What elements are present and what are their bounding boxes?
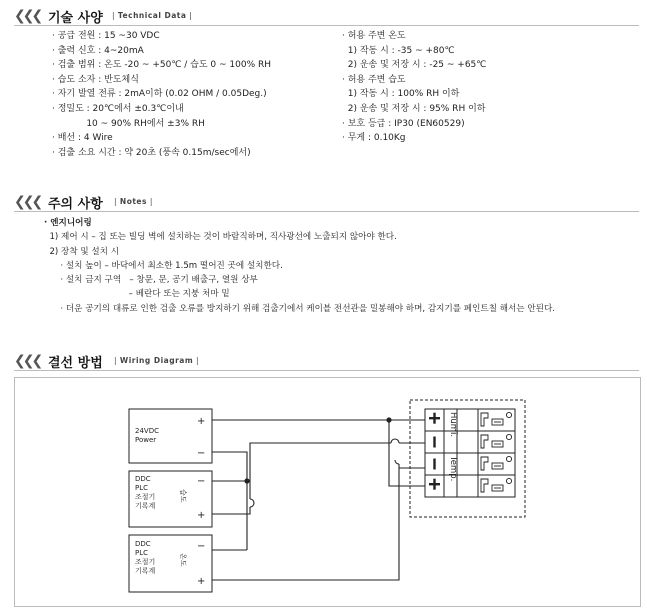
spec-item: 2) 운송 및 저장 시 : -25 ~ +65℃: [342, 60, 487, 71]
note-heading: · 엔지니어링: [44, 218, 92, 228]
wiring-section: [14, 352, 639, 372]
spec-item: · 자기 발열 전류 : 2mA이하 (0.02 OHM / 0.05Deg.): [52, 89, 267, 100]
terminal-temp-label: Temp.: [448, 456, 458, 482]
ddc-label: 기록계: [135, 567, 156, 575]
minus-sign: −: [197, 476, 206, 487]
spec-item: · 보호 등급 : IP30 (EN60529): [342, 118, 465, 129]
power-label: 24VDC: [135, 427, 159, 435]
ddc-label: DDC: [135, 540, 151, 548]
divider: [14, 370, 639, 371]
wiring-diagram: [14, 377, 641, 607]
section-subtitle: | Technical Data |: [112, 11, 193, 20]
humidity-label: 습도: [179, 489, 187, 503]
spec-item: · 허용 주변 온도: [342, 31, 406, 41]
note-item: · 설치 높이 – 바닥에서 최소한 1.5m 떨어진 곳에 설치한다.: [44, 260, 283, 271]
section-subtitle: | Notes |: [114, 197, 153, 206]
spec-item: · 출력 신호 : 4~20mA: [52, 45, 144, 56]
section-header: [14, 352, 639, 370]
ddc-label: 조절기: [135, 493, 156, 501]
section-header: [14, 7, 639, 25]
note-item: 2) 장착 및 설치 시: [44, 246, 120, 257]
notes-section: [14, 193, 639, 328]
spec-item: · 검출 소요 시간 : 약 20초 (풍속 0.15m/sec에서): [52, 147, 251, 158]
terminal-humi-label: Humi.: [448, 412, 458, 438]
plus-sign: +: [197, 576, 206, 587]
section-subtitle: | Wiring Diagram |: [114, 356, 200, 365]
ddc-label: 기록계: [135, 502, 156, 510]
spec-item: · 검출 범위 : 온도 -20 ~ +50℃ / 습도 0 ~ 100% RH: [52, 60, 272, 71]
divider: [14, 211, 639, 212]
section-header: [14, 193, 639, 211]
section-title: 기술 사양: [48, 11, 103, 26]
chevron-left-icon: ❮❮❮: [14, 8, 41, 24]
divider: [14, 25, 639, 26]
minus-sign: −: [197, 541, 206, 552]
chevron-left-icon: ❮❮❮: [14, 353, 41, 369]
section-title: 주의 사항: [48, 197, 103, 212]
notes-list: [44, 216, 555, 316]
plus-sign: +: [197, 510, 206, 521]
spec-item: 2) 운송 및 저장 시 : 95% RH 이하: [342, 103, 486, 114]
ddc-label: DDC: [135, 475, 151, 483]
ddc-label: PLC: [135, 484, 149, 492]
chevron-left-icon: ❮❮❮: [14, 194, 41, 210]
spec-item: · 허용 주변 습도: [342, 74, 406, 85]
ddc-label: PLC: [135, 549, 149, 557]
spec-item: · 습도 소자 : 반도체식: [52, 74, 139, 85]
plus-sign: +: [197, 416, 206, 427]
section-title: 결선 방법: [48, 356, 103, 371]
technical-data-section: [14, 7, 639, 167]
ddc-label: 조절기: [135, 558, 156, 566]
spec-item: · 무게 : 0.10Kg: [342, 133, 406, 144]
power-label: Power: [135, 436, 157, 444]
spec-item: 1) 작동 시 : -35 ~ +80℃: [342, 45, 455, 56]
note-item: 1) 제어 시 – 집 또는 빌딩 벽에 설치하는 것이 바람직하며, 직사광선에 노출되지 않아야 한다.: [44, 232, 397, 243]
spec-item: 10 ~ 90% RH에서 ±3% RH: [52, 118, 205, 129]
spec-item: · 정밀도 : 20℃에서 ±0.3℃이내: [52, 103, 184, 114]
wiring-svg: [15, 378, 640, 606]
spec-item: · 배선 : 4 Wire: [52, 133, 113, 144]
minus-sign: −: [197, 448, 206, 459]
spec-item: 1) 작동 시 : 100% RH 이하: [342, 89, 460, 100]
temperature-label: 온도: [179, 553, 187, 567]
note-item: – 베란다 또는 지붕 처마 밑: [44, 289, 230, 300]
note-item: · 더운 공기의 대류로 인한 검출 오류를 방지하기 위해 검출기에서 케이블 전선관을 밀봉해야 하며, 감지기를 페인트칠 해서는 안된다.: [44, 303, 556, 314]
spec-item: · 공급 전원 : 15 ~30 VDC: [52, 31, 160, 41]
note-item: · 설치 금지 구역 – 창문, 문, 공기 배출구, 열원 상부: [44, 275, 258, 286]
spec-list-left: [52, 29, 271, 160]
spec-list-right: [342, 29, 486, 146]
